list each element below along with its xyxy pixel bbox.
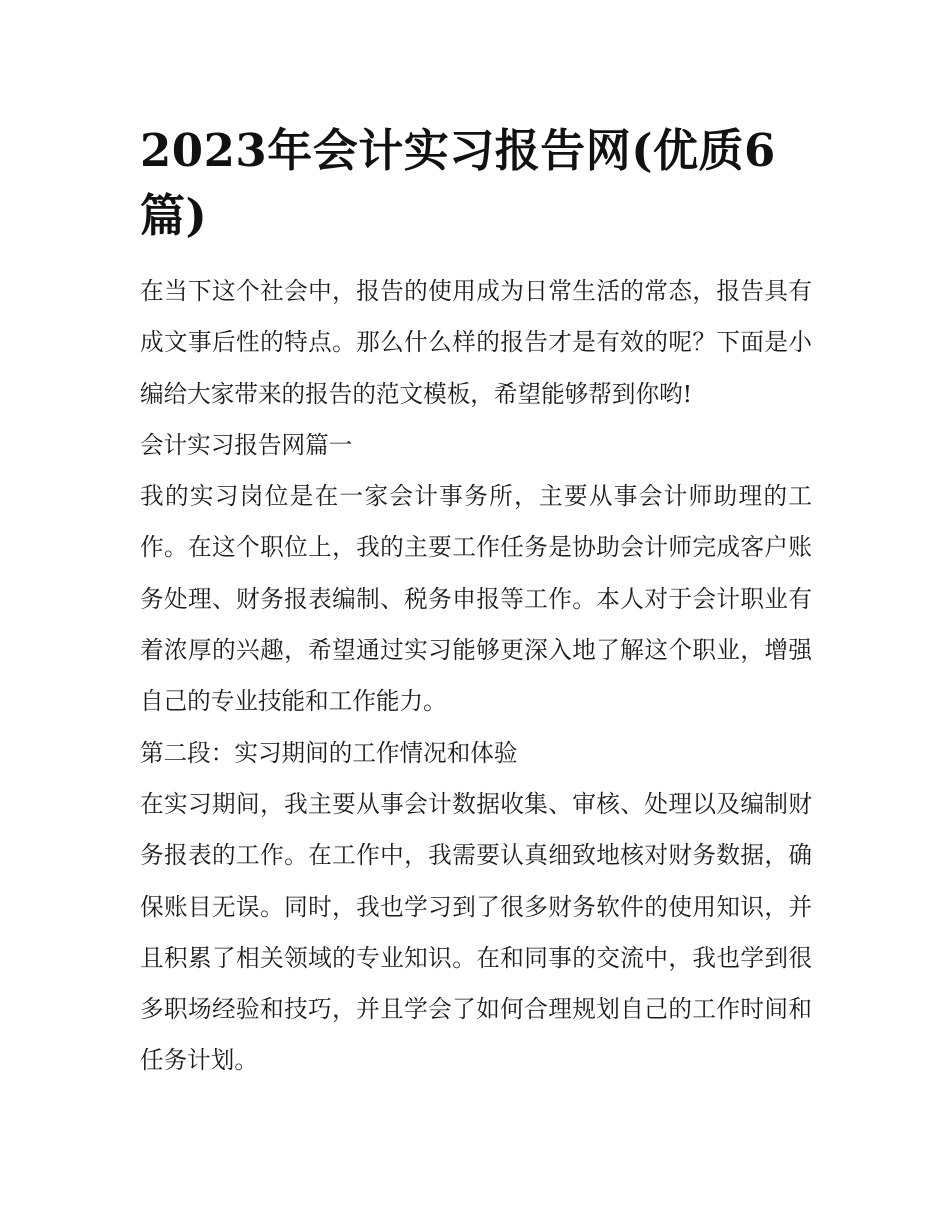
document-content xyxy=(140,118,812,1087)
section-heading-second-segment: 第二段：实习期间的工作情况和体验 xyxy=(140,738,518,767)
section-heading-part-one: 会计实习报告网篇一 xyxy=(140,430,353,459)
intro-paragraph: 在当下这个社会中，报告的使用成为日常生活的常态，报告具有成文事后性的特点。那么什么样的报告才是有效的呢？下面是小编给大家带来的报告的范文模板，希望能够帮到你哟! xyxy=(140,277,812,408)
document-title: 2023年会计实习报告网(优质6篇) xyxy=(140,124,776,242)
body-paragraph-internship-role: 我的实习岗位是在一家会计事务所，主要从事会计师助理的工作。在这个职位上，我的主要工作任务是协助会计师完成客户账务处理、财务报表编制、税务申报等工作。本人对于会计职业有着浓厚的兴趣，希望通过实习能够更深入地了解这个职业，增强自己的专业技能和工作能力。 xyxy=(140,482,812,716)
body-paragraph-work-experience: 在实习期间，我主要从事会计数据收集、审核、处理以及编制财务报表的工作。在工作中，我需要认真细致地核对财务数据，确保账目无误。同时，我也学习到了很多财务软件的使用知识，并且积累了相关领域的专业知识。在和同事的交流中，我也学到很多职场经验和技巧，并且学会了如何合理规划自己的工作时间和任务计划。 xyxy=(140,789,812,1075)
document-body xyxy=(140,266,812,1087)
